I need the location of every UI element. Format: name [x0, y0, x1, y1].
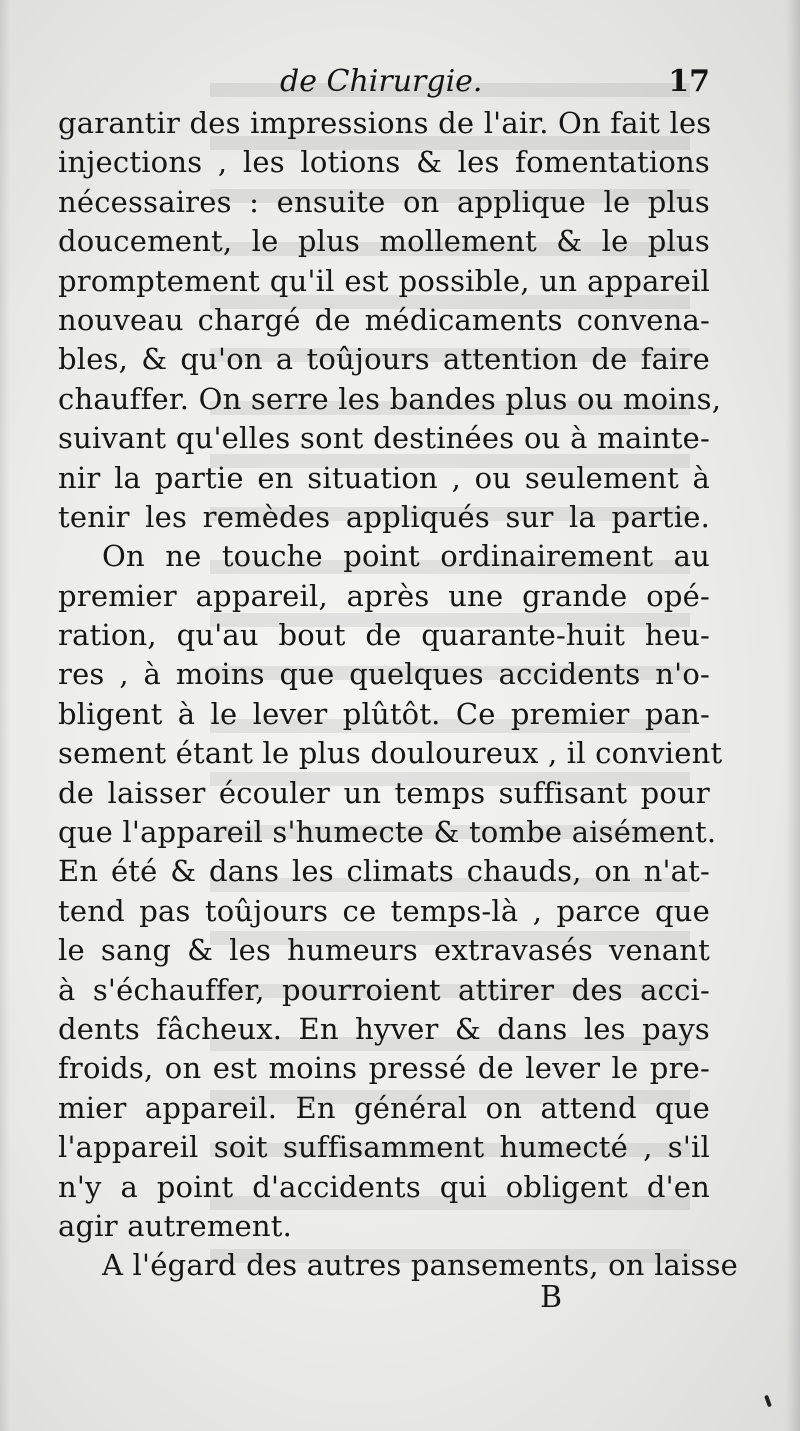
text-line: ration, qu'au bout de quarante-huit heu-	[58, 618, 710, 653]
running-title: de Chirurgie.	[280, 64, 483, 99]
text-line: bligent à le lever plûtôt. Ce premier pan-	[58, 696, 710, 731]
text-line: res , à moins que quelques accidents n'o-	[58, 657, 710, 692]
text-line: nir la partie en situation , ou seulement à	[58, 460, 710, 495]
text-line: tenir les remèdes appliqués sur la partie.	[58, 499, 710, 534]
text-line: promptement qu'il est possible, un appareil	[58, 263, 710, 298]
body-text	[58, 104, 739, 1286]
text-line: l'appareil soit suffisamment humecté , s'il	[58, 1130, 710, 1165]
text-line: premier appareil, après une grande opé-	[58, 578, 710, 613]
page-header	[58, 62, 710, 106]
paragraph-start-line: A l'égard des autres pansements, on laisse	[102, 1248, 739, 1283]
text-line: nécessaires : ensuite on applique le plus	[58, 184, 710, 219]
text-line: tend pas toûjours ce temps-là , parce que	[58, 893, 710, 928]
text-line: En été & dans les climats chauds, on n'at-	[58, 854, 710, 889]
paragraph-start-line: On ne touche point ordinairement au	[102, 539, 710, 574]
ink-speck	[764, 1395, 772, 1408]
text-line: de laisser écouler un temps suffisant pour	[58, 775, 710, 810]
page-number: 17	[668, 64, 710, 99]
text-line: suivant qu'elles sont destinées ou à mainte-	[58, 421, 710, 456]
text-line: n'y a point d'accidents qui obligent d'en	[58, 1169, 710, 1204]
text-line: sement étant le plus douloureux , il convient	[58, 736, 723, 771]
text-line: nouveau chargé de médicaments convena-	[58, 302, 710, 337]
text-line: le sang & les humeurs extravasés venant	[58, 933, 710, 968]
signature-mark: B	[540, 1280, 563, 1315]
page-left-shadow	[0, 0, 10, 1431]
text-line: dents fâcheux. En hyver & dans les pays	[58, 1011, 710, 1046]
text-line: bles, & qu'on a toûjours attention de faire	[58, 342, 710, 377]
text-line: froids, on est moins pressé de lever le pre-	[58, 1051, 710, 1086]
text-line: injections , les lotions & les fomentations	[58, 145, 710, 180]
text-line: doucement, le plus mollement & le plus	[58, 224, 710, 259]
text-line: mier appareil. En général on attend que	[58, 1090, 710, 1125]
text-line: garantir des impressions de l'air. On fait les	[58, 106, 712, 140]
text-line: que l'appareil s'humecte & tombe aisément.	[58, 815, 717, 850]
page-right-shadow	[786, 0, 800, 1431]
text-line: chauffer. On serre les bandes plus ou moins,	[58, 381, 722, 416]
paragraph-end-line: agir autrement.	[58, 1208, 293, 1243]
text-line: à s'échauffer, pourroient attirer des acci-	[58, 972, 710, 1007]
